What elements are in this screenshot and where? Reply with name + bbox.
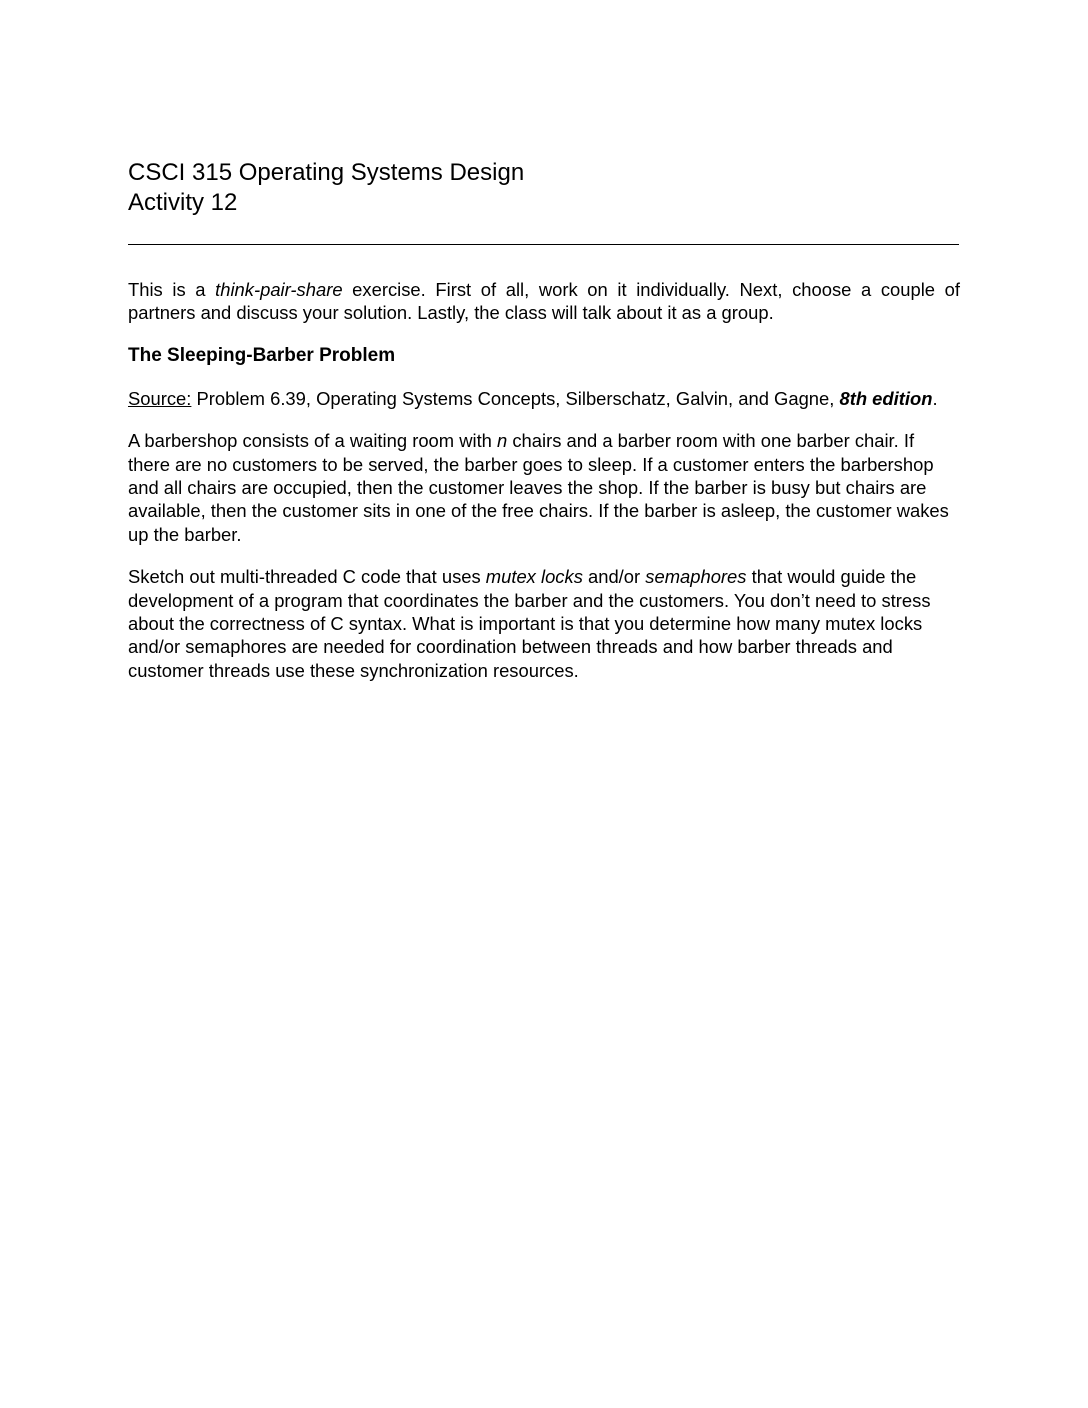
source-label: Source: (128, 387, 192, 409)
intro-paragraph (128, 278, 960, 325)
task-paragraph (128, 565, 960, 682)
task-text-end: that would guide the development of a program that coordinates the barber and the customers. You don’t need to stress about the correctness of C syntax. What is important is that you determine how many mutex locks and/or semaphores are needed for coordination between threads and how barber threads and customer threads use these synchronization resources. (128, 566, 931, 681)
source-end: . (932, 387, 938, 409)
problem-text-end: chairs and a barber room with one barber chair. If there are no customers to be served, the barber goes to sleep. If a customer enters the barbershop and all chairs are occupied, then the customer leaves the shop. If the barber is busy but chairs are available, then the customer sits in one of the free chairs. If the barber is asleep, the customer wakes up the barber. (128, 430, 949, 545)
header-divider (128, 244, 959, 245)
course-title: CSCI 315 Operating Systems Design (128, 159, 525, 186)
intro-text-start: This is a (128, 279, 216, 300)
section-heading: The Sleeping-Barber Problem (128, 344, 396, 366)
task-term-semaphores: semaphores (645, 566, 747, 588)
problem-paragraph (128, 429, 960, 546)
task-text-start: Sketch out multi-threaded C code that uses (128, 566, 486, 588)
problem-text-start: A barbershop consists of a waiting room with (128, 430, 498, 452)
task-text-middle: and/or (582, 566, 646, 588)
problem-variable: n (497, 430, 508, 452)
document-header (128, 158, 960, 218)
intro-text-end: exercise. First of all, work on it individually. Next, choose a couple of partners and discuss your solution. Lastly, the class will talk about it as a group. (128, 279, 960, 324)
document-body (128, 278, 960, 701)
activity-title: Activity 12 (128, 189, 238, 216)
source-text: Problem 6.39, Operating Systems Concepts, Silberschatz, Galvin, and Gagne, (191, 387, 840, 409)
intro-emphasis: think-pair-share (215, 279, 343, 300)
source-paragraph (128, 387, 960, 410)
source-edition: 8th edition (839, 387, 933, 409)
task-term-mutex: mutex locks (485, 566, 583, 588)
